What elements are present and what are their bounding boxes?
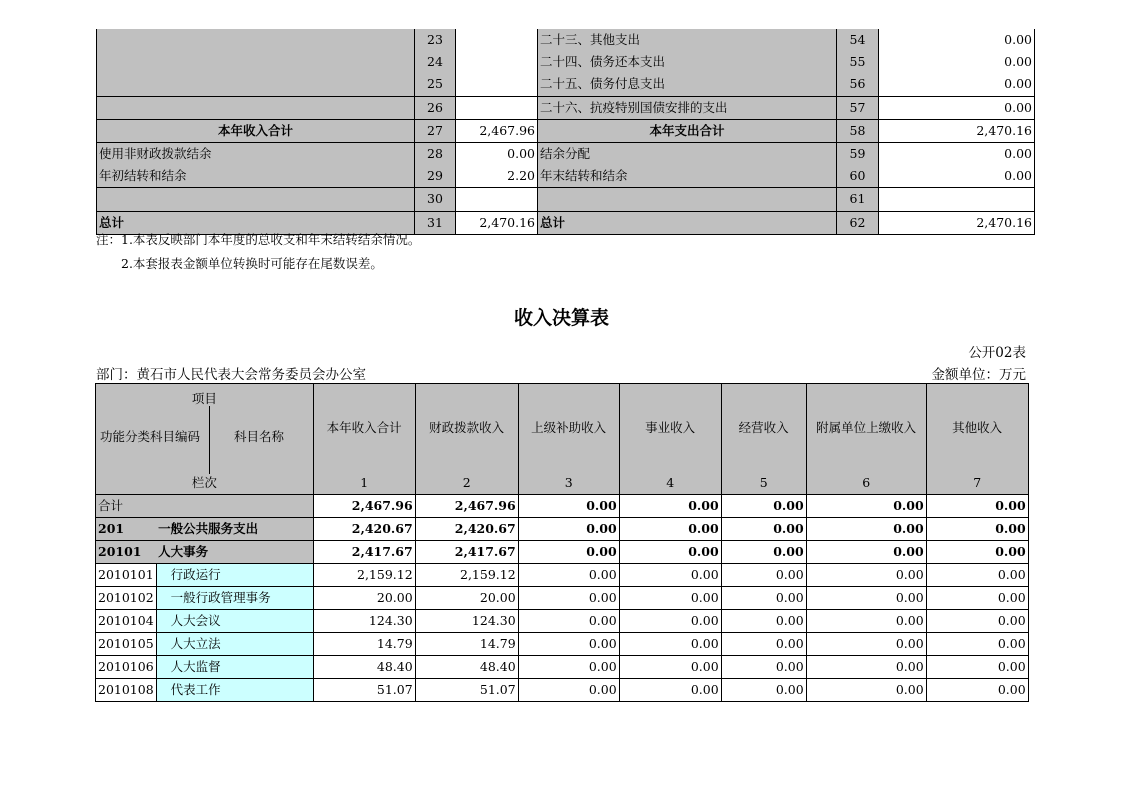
right-row-number: 56 — [837, 73, 879, 96]
amount-cell: 0.00 — [926, 564, 1028, 587]
amount-cell: 0.00 — [721, 518, 806, 541]
right-row-number: 54 — [837, 29, 879, 51]
col-header-3: 上级补助收入 — [518, 384, 619, 473]
left-item-label: 年初结转和结余 — [97, 165, 415, 188]
amount-cell: 2,420.67 — [313, 518, 415, 541]
right-item-label: 结余分配 — [538, 142, 837, 165]
right-row-number: 59 — [837, 142, 879, 165]
amount-cell: 0.00 — [518, 518, 619, 541]
table-row — [96, 679, 1029, 702]
right-item-label: 总计 — [538, 211, 837, 234]
right-row-number: 60 — [837, 165, 879, 188]
amount-cell: 0.00 — [926, 633, 1028, 656]
left-row-number: 26 — [415, 96, 456, 119]
left-item-label: 总计 — [97, 211, 415, 234]
left-item-label — [97, 96, 415, 119]
right-item-label: 本年支出合计 — [538, 119, 837, 142]
right-amount: 2,470.16 — [879, 211, 1035, 234]
amount-cell: 0.00 — [806, 587, 926, 610]
right-row-number: 55 — [837, 51, 879, 73]
amount-cell: 51.07 — [313, 679, 415, 702]
amount-cell: 20.00 — [415, 587, 518, 610]
amount-cell: 0.00 — [806, 541, 926, 564]
header-name: 科目名称 — [234, 429, 285, 444]
amount-cell: 0.00 — [619, 518, 721, 541]
right-item-label: 二十四、债务还本支出 — [538, 51, 837, 73]
amount-cell: 0.00 — [926, 587, 1028, 610]
amount-cell: 0.00 — [806, 633, 926, 656]
amount-cell: 0.00 — [926, 610, 1028, 633]
amount-cell: 124.30 — [415, 610, 518, 633]
summary-row — [97, 142, 1035, 165]
amount-cell: 2,159.12 — [415, 564, 518, 587]
left-item-label — [97, 188, 415, 211]
col-header-4: 事业收入 — [619, 384, 721, 473]
subject-code: 2010104 — [96, 610, 157, 633]
form-number: 公开02表 — [968, 345, 1026, 361]
subject-name: 人大会议 — [156, 610, 313, 633]
right-item-label: 二十五、债务付息支出 — [538, 73, 837, 96]
summary-row — [97, 51, 1035, 73]
header-col-no: 栏次 — [191, 475, 217, 490]
total-value: 0.00 — [806, 495, 926, 518]
left-item-label — [97, 29, 415, 51]
left-row-number: 27 — [415, 119, 456, 142]
col-header-1: 本年收入合计 — [313, 384, 415, 473]
right-row-number: 62 — [837, 211, 879, 234]
left-amount: 2,467.96 — [456, 119, 538, 142]
col-header-7: 其他收入 — [926, 384, 1028, 473]
total-row — [96, 495, 1029, 518]
amount-cell: 0.00 — [721, 541, 806, 564]
total-value: 0.00 — [926, 495, 1028, 518]
left-row-number: 31 — [415, 211, 456, 234]
col-number-3: 3 — [518, 472, 619, 495]
left-amount — [456, 188, 538, 211]
left-amount — [456, 96, 538, 119]
left-item-label — [97, 51, 415, 73]
right-amount: 0.00 — [879, 51, 1035, 73]
left-row-number: 28 — [415, 142, 456, 165]
amount-cell: 0.00 — [619, 610, 721, 633]
right-amount: 0.00 — [879, 96, 1035, 119]
left-row-number: 29 — [415, 165, 456, 188]
note-2: 2.本套报表金额单位转换时可能存在尾数误差。 — [121, 256, 383, 271]
right-row-number: 58 — [837, 119, 879, 142]
table-row — [96, 656, 1029, 679]
left-row-number: 25 — [415, 73, 456, 96]
summary-row — [97, 29, 1035, 51]
table-row — [96, 610, 1029, 633]
page-title: 收入决算表 — [513, 307, 609, 329]
amount-cell: 0.00 — [721, 587, 806, 610]
col-header-2: 财政拨款收入 — [415, 384, 518, 473]
left-row-number: 30 — [415, 188, 456, 211]
right-amount: 0.00 — [879, 165, 1035, 188]
amount-cell: 14.79 — [415, 633, 518, 656]
amount-cell: 2,420.67 — [415, 518, 518, 541]
subject-name: 人大监督 — [156, 656, 313, 679]
left-amount — [456, 73, 538, 96]
subject-code: 201 — [96, 518, 157, 541]
amount-cell: 0.00 — [518, 656, 619, 679]
left-item-label — [97, 73, 415, 96]
left-row-number: 24 — [415, 51, 456, 73]
summary-row — [97, 188, 1035, 211]
amount-cell: 0.00 — [619, 679, 721, 702]
table-row — [96, 564, 1029, 587]
subject-code: 2010108 — [96, 679, 157, 702]
summary-row — [97, 96, 1035, 119]
right-row-number: 61 — [837, 188, 879, 211]
amount-unit-label: 金额单位：万元 — [931, 367, 1026, 383]
right-amount — [879, 188, 1035, 211]
amount-cell: 0.00 — [926, 679, 1028, 702]
amount-cell: 0.00 — [518, 564, 619, 587]
subject-code: 2010102 — [96, 587, 157, 610]
total-label: 合计 — [96, 495, 314, 518]
amount-cell: 0.00 — [518, 587, 619, 610]
amount-cell: 48.40 — [415, 656, 518, 679]
amount-cell: 0.00 — [721, 610, 806, 633]
amount-cell: 0.00 — [806, 610, 926, 633]
subject-code: 2010101 — [96, 564, 157, 587]
amount-cell: 48.40 — [313, 656, 415, 679]
amount-cell: 0.00 — [926, 656, 1028, 679]
summary-row — [97, 73, 1035, 96]
amount-cell: 0.00 — [518, 679, 619, 702]
subject-name: 代表工作 — [156, 679, 313, 702]
subject-code: 2010105 — [96, 633, 157, 656]
amount-cell: 0.00 — [926, 541, 1028, 564]
amount-cell: 0.00 — [518, 610, 619, 633]
amount-cell: 0.00 — [619, 656, 721, 679]
right-item-label: 二十六、抗疫特别国债安排的支出 — [538, 96, 837, 119]
left-row-number: 23 — [415, 29, 456, 51]
amount-cell: 0.00 — [518, 633, 619, 656]
amount-cell: 0.00 — [619, 633, 721, 656]
amount-cell: 0.00 — [806, 656, 926, 679]
subject-name: 一般公共服务支出 — [156, 518, 313, 541]
right-item-label — [538, 188, 837, 211]
col-header-5: 经营收入 — [721, 384, 806, 473]
col-number-2: 2 — [415, 472, 518, 495]
amount-cell: 51.07 — [415, 679, 518, 702]
right-amount: 0.00 — [879, 29, 1035, 51]
left-amount: 2.20 — [456, 165, 538, 188]
header-row — [96, 384, 1029, 473]
amount-cell: 0.00 — [518, 541, 619, 564]
col-number-1: 1 — [313, 472, 415, 495]
amount-cell: 2,417.67 — [415, 541, 518, 564]
total-value: 2,467.96 — [313, 495, 415, 518]
subject-name: 人大事务 — [156, 541, 313, 564]
subject-code: 2010106 — [96, 656, 157, 679]
amount-cell: 0.00 — [806, 679, 926, 702]
amount-cell: 0.00 — [619, 564, 721, 587]
income-table — [95, 383, 1029, 702]
amount-cell: 0.00 — [619, 541, 721, 564]
amount-cell: 20.00 — [313, 587, 415, 610]
right-amount: 0.00 — [879, 73, 1035, 96]
department-label: 部门：黄石市人民代表大会常务委员会办公室 — [96, 367, 366, 383]
header-project-cell — [96, 384, 314, 495]
left-item-label: 使用非财政拨款结余 — [97, 142, 415, 165]
amount-cell: 0.00 — [721, 656, 806, 679]
table-row — [96, 518, 1029, 541]
subject-code: 20101 — [96, 541, 157, 564]
subject-name: 行政运行 — [156, 564, 313, 587]
col-number-7: 7 — [926, 472, 1028, 495]
amount-cell: 124.30 — [313, 610, 415, 633]
right-amount: 0.00 — [879, 142, 1035, 165]
right-item-label: 年末结转和结余 — [538, 165, 837, 188]
header-code: 功能分类科目编码 — [100, 429, 201, 444]
amount-cell: 14.79 — [313, 633, 415, 656]
left-amount: 2,470.16 — [456, 211, 538, 234]
total-value: 2,467.96 — [415, 495, 518, 518]
subject-name: 一般行政管理事务 — [156, 587, 313, 610]
amount-cell: 0.00 — [806, 518, 926, 541]
amount-cell: 0.00 — [721, 679, 806, 702]
total-value: 0.00 — [721, 495, 806, 518]
col-number-6: 6 — [806, 472, 926, 495]
amount-cell: 2,417.67 — [313, 541, 415, 564]
table-row — [96, 587, 1029, 610]
amount-cell: 0.00 — [619, 587, 721, 610]
amount-cell: 0.00 — [721, 564, 806, 587]
left-item-label: 本年收入合计 — [97, 119, 415, 142]
left-amount — [456, 29, 538, 51]
total-value: 0.00 — [619, 495, 721, 518]
left-amount — [456, 51, 538, 73]
header-item: 项目 — [191, 391, 217, 406]
subject-name: 人大立法 — [156, 633, 313, 656]
right-row-number: 57 — [837, 96, 879, 119]
summary-table — [96, 29, 1035, 235]
summary-row — [97, 165, 1035, 188]
amount-cell: 0.00 — [926, 518, 1028, 541]
amount-cell: 0.00 — [806, 564, 926, 587]
col-header-6: 附属单位上缴收入 — [806, 384, 926, 473]
table-row — [96, 541, 1029, 564]
right-item-label: 二十三、其他支出 — [538, 29, 837, 51]
col-number-5: 5 — [721, 472, 806, 495]
summary-row — [97, 119, 1035, 142]
header-divider — [209, 406, 210, 474]
col-number-4: 4 — [619, 472, 721, 495]
right-amount: 2,470.16 — [879, 119, 1035, 142]
table-row — [96, 633, 1029, 656]
left-amount: 0.00 — [456, 142, 538, 165]
amount-cell: 2,159.12 — [313, 564, 415, 587]
note-1: 注：1.本表反映部门本年度的总收支和年末结转结余情况。 — [96, 232, 421, 247]
total-value: 0.00 — [518, 495, 619, 518]
amount-cell: 0.00 — [721, 633, 806, 656]
